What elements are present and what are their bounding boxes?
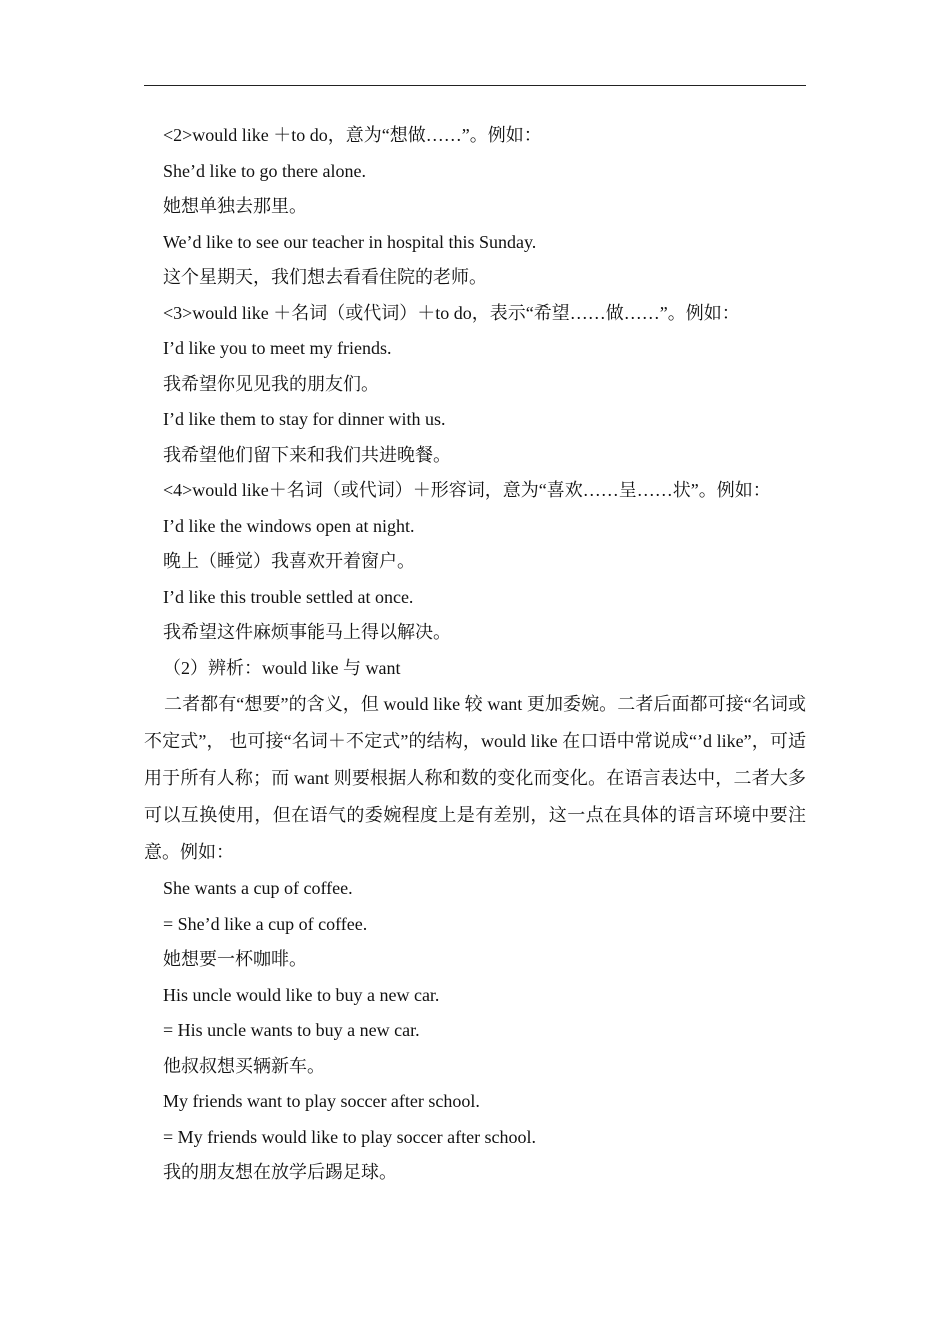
text-line: I’d like the windows open at night.	[163, 515, 415, 536]
text-line: = My friends would like to play soccer after school.	[163, 1126, 537, 1147]
text-line: 我希望你见见我的朋友们。	[163, 373, 379, 394]
text-line: 我的朋友想在放学后踢足球。	[163, 1162, 397, 1182]
comparison-paragraph: 二者都有“想要”的含义，但 would like 较 want 更加委婉。二者后面都可接“名词或不定式”， 也可接“名词＋不定式”的结构，would like 在口语中常说成“’d like”，可适用于所有人称；而 want 则要根据人称和数的变化而变化。在语言表达中，二者大多可以互换使用，但在语气的委婉程度上是有差别，这一点在具体的语言环境中要注意。例如：	[144, 694, 806, 862]
text-line: 他叔叔想买辆新车。	[163, 1055, 325, 1076]
document-body	[144, 118, 806, 1191]
text-line: 我希望这件麻烦事能马上得以解决。	[163, 622, 451, 642]
text-line: We’d like to see our teacher in hospital this Sunday.	[163, 231, 537, 252]
text-line: <4>would like＋名词（或代词）＋形容词，意为“喜欢……呈……状”。例如：	[163, 480, 771, 500]
text-line: 这个星期天，我们想去看看住院的老师。	[163, 267, 487, 287]
header-rule	[144, 85, 806, 86]
text-line: His uncle would like to buy a new car.	[163, 984, 440, 1005]
text-line: 她想单独去那里。	[163, 196, 307, 216]
text-line: 我希望他们留下来和我们共进晚餐。	[163, 444, 451, 465]
text-line: I’d like them to stay for dinner with us.	[163, 409, 446, 429]
text-line: She wants a cup of coffee.	[163, 878, 353, 898]
text-line: I’d like this trouble settled at once.	[163, 586, 414, 607]
text-line: My friends want to play soccer after school.	[163, 1091, 480, 1111]
text-line: 晚上（睡觉）我喜欢开着窗户。	[163, 551, 415, 571]
text-line: <2>would like ＋to do，意为“想做……”。例如：	[163, 125, 542, 145]
text-line: （2）辨析：would like 与 want	[163, 657, 401, 678]
text-line: = His uncle wants to buy a new car.	[163, 1020, 420, 1040]
text-line: 她想要一杯咖啡。	[163, 949, 307, 969]
text-line: I’d like you to meet my friends.	[163, 338, 392, 358]
text-line: She’d like to go there alone.	[163, 160, 366, 181]
text-line: <3>would like ＋名词（或代词）＋to do，表示“希望……做……”。例如：	[163, 302, 740, 323]
text-line: = She’d like a cup of coffee.	[163, 913, 368, 934]
